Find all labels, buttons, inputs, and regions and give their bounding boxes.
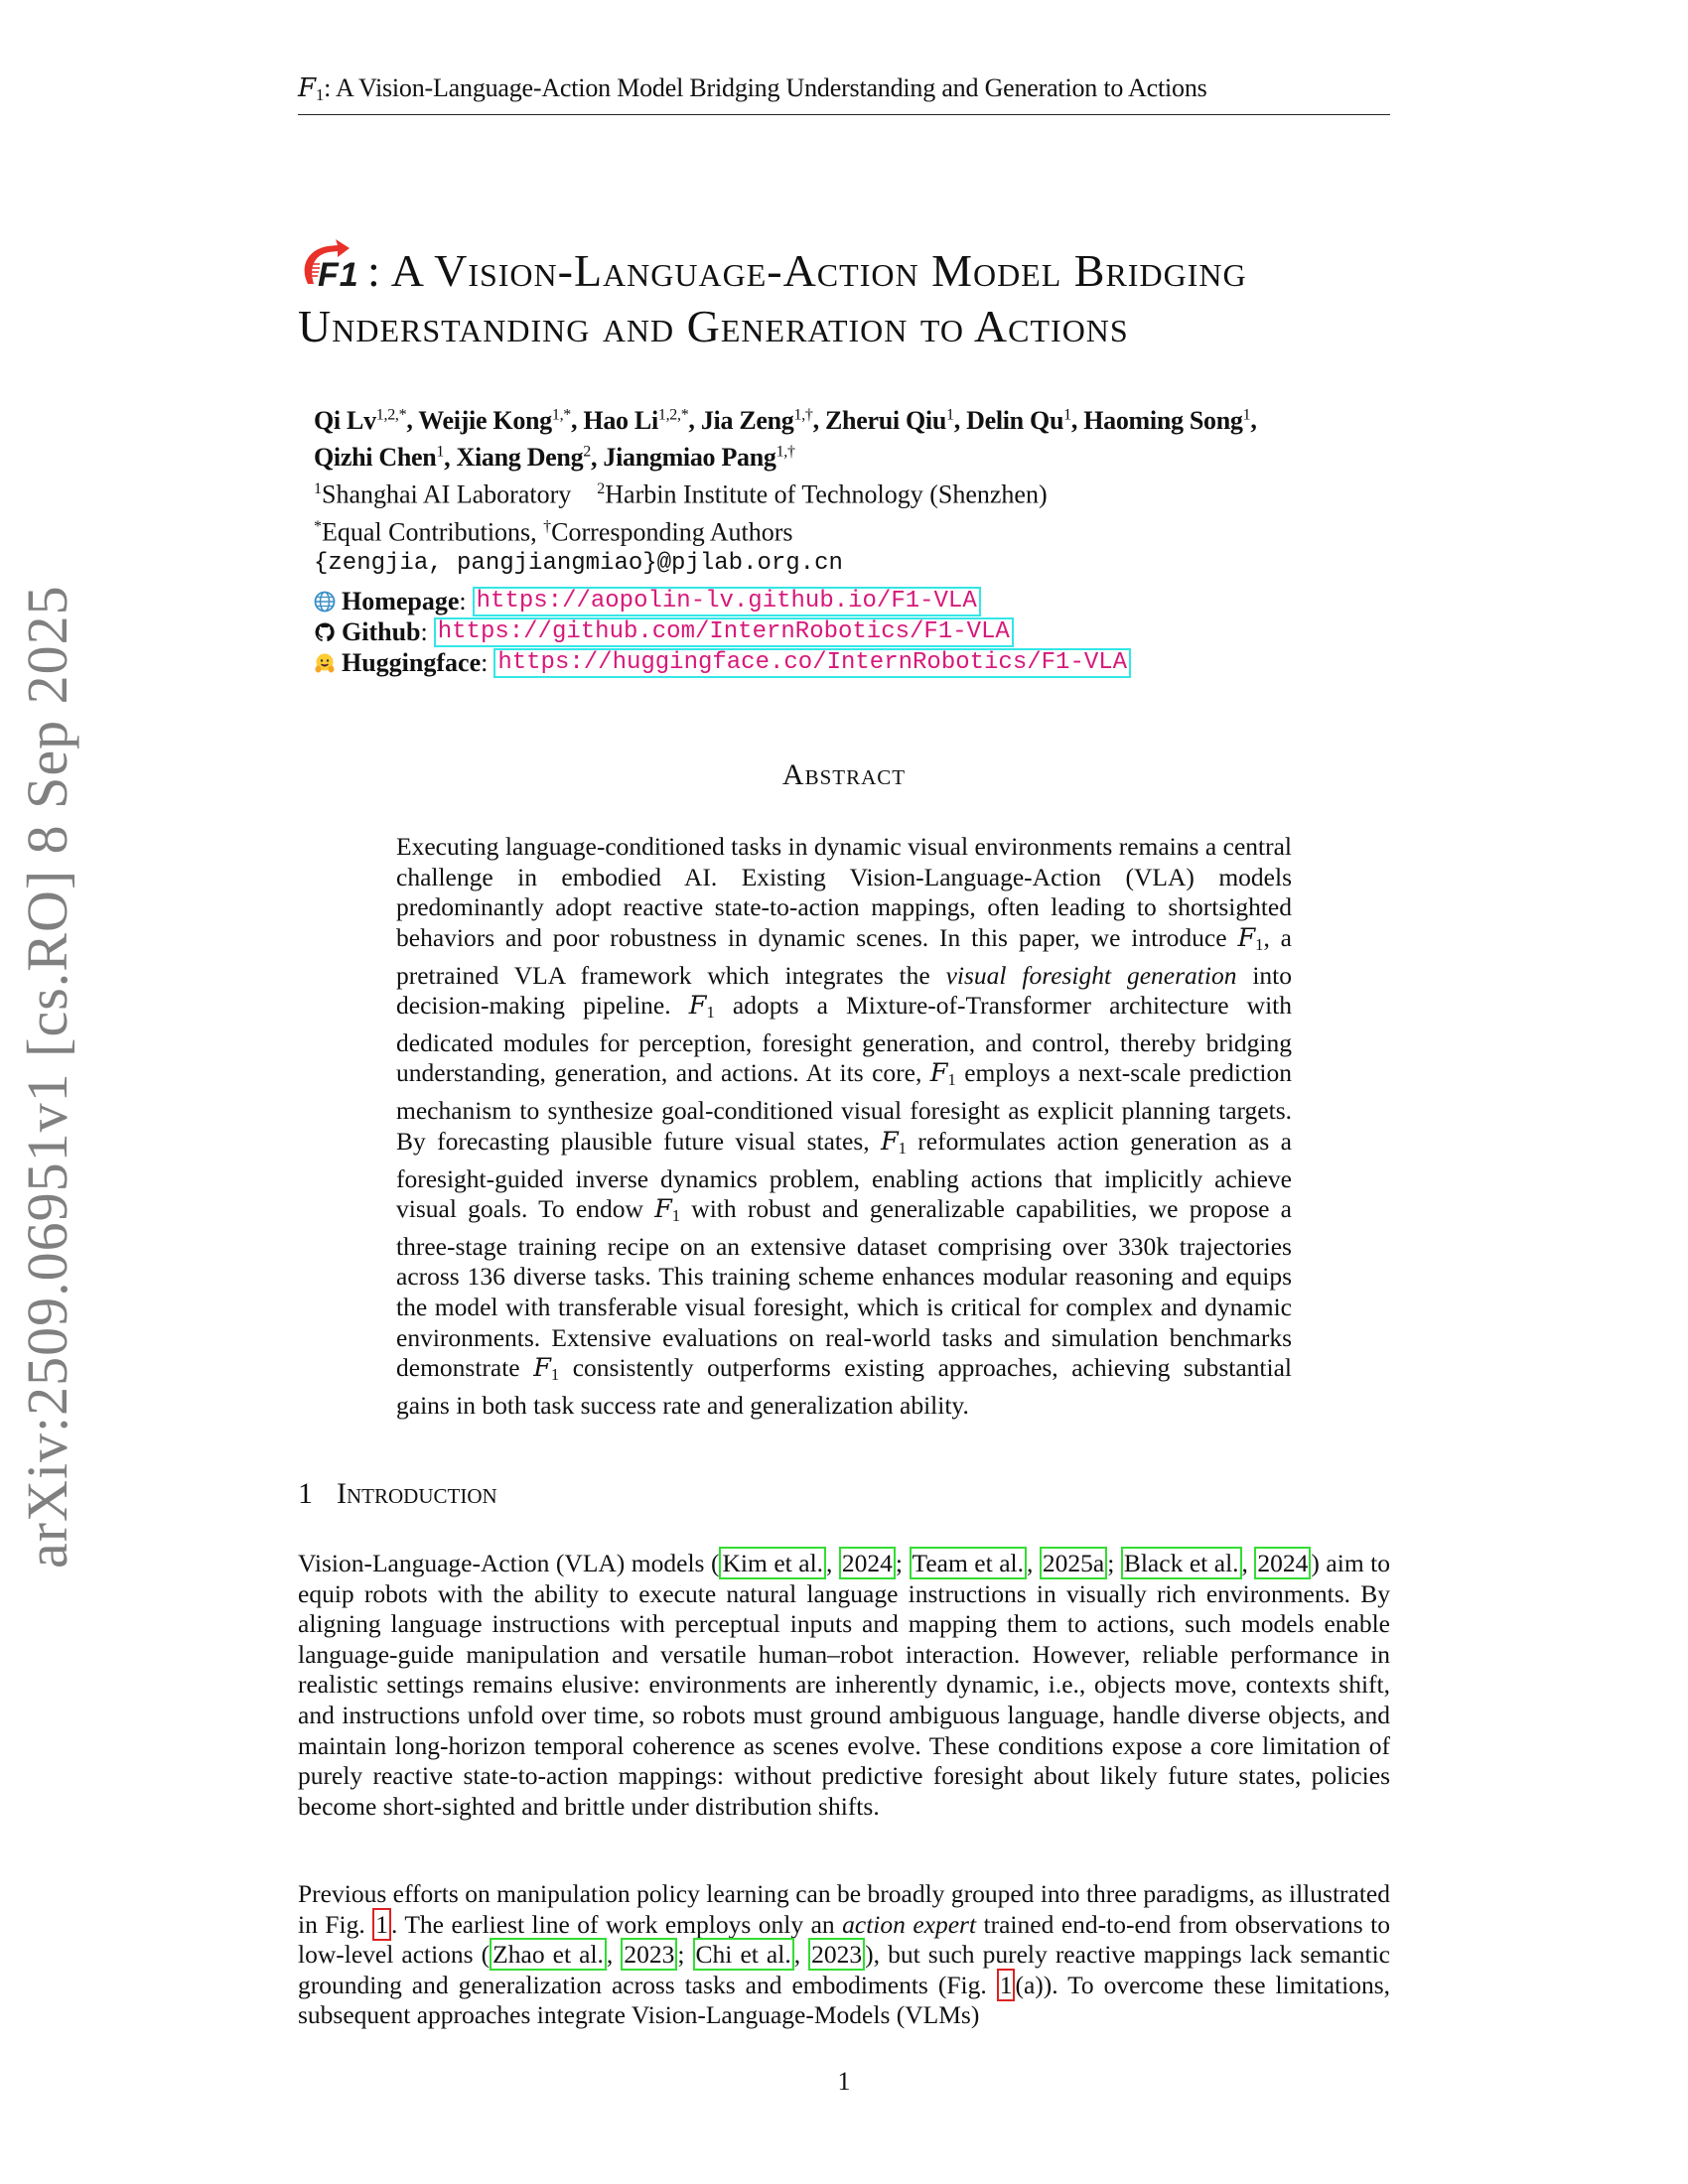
section-number: 1 bbox=[298, 1477, 313, 1510]
paper-title bbox=[298, 238, 1400, 354]
citation-year-link[interactable]: 2024 bbox=[1254, 1547, 1311, 1579]
citation-link[interactable]: Chi et al. bbox=[693, 1938, 794, 1971]
f1-symbol: F bbox=[654, 1194, 672, 1225]
contact-email: {zengjia, pangjiangmiao}@pjlab.org.cn bbox=[314, 550, 843, 578]
author: Haoming Song$^1$ bbox=[1083, 405, 1251, 435]
author: Zherui Qiu$^1$ bbox=[825, 405, 954, 435]
running-head: F1: A Vision-Language-Action Model Bridging Understanding and Generation to Actions bbox=[298, 71, 1390, 115]
author: Jiangmiao Pang$^{1,\dagger}$ bbox=[603, 443, 795, 473]
author-list: Qi $Lv^{1,2,*}$, Weijie Kong$^{1,*}$, Hao $Li^{1,2,*}$, Jia Zeng$^{1,\dagger}$, Zherui Qiu$^1$, Delin Qu$^1$, Haoming Song$^1$, Qizhi Chen$^1$, Xiang Deng$^2$, Jiangmiao Pang$^{1,\dagger}$ bbox=[314, 405, 1257, 473]
huggingface-link-row: Huggingface : https://huggingface.co/InternRobotics/F1-VLA bbox=[314, 647, 1416, 678]
citation-year-link[interactable]: 2023 bbox=[808, 1938, 865, 1971]
section-heading-introduction bbox=[298, 1477, 497, 1511]
huggingface-label: Huggingface bbox=[342, 648, 482, 677]
f1-symbol: F bbox=[533, 1353, 551, 1384]
contribution-note: *Equal Contributions, †Corresponding Authors bbox=[314, 517, 793, 547]
citation-link[interactable]: Zhao et al. bbox=[490, 1938, 607, 1971]
intro-paragraph-1: Vision-Language-Action (VLA) models ( Kim et al. , 2024 ; Team et al. , 2025a ; Black et al. , 2024 ) aim to equip robots with the ability to execute natural language instructions in visually rich environments. By aligning language instructions with perceptual inputs and mapping them to actions, such models enable language-guide manipulation and versatile human–robot interaction. However, reliable performance in realistic settings remains elusive: environments are inherently dynamic, i.e., objects move, contexts shift, and instructions unfold over time, so robots must ground ambiguous language, handle diverse objects, and maintain long-horizon temporal coherence as scenes evolve. These conditions expose a core limitation of purely reactive state-to-action mappings: without predictive foresight about likely future states, policies become short-sighted and brittle under distribution shifts. bbox=[298, 1549, 1391, 1821]
homepage-label: Homepage bbox=[342, 587, 460, 615]
homepage-link-row: Homepage : https://aopolin-lv.github.io/F1-VLA bbox=[314, 586, 1416, 616]
author: Jia Zeng$^{1,\dagger}$ bbox=[700, 405, 813, 435]
project-links bbox=[314, 586, 1416, 678]
globe-icon bbox=[314, 591, 336, 613]
f1-symbol: F bbox=[1237, 922, 1256, 953]
f1-symbol: F bbox=[929, 1058, 948, 1089]
huggingface-icon bbox=[314, 652, 336, 674]
author: Qi $Lv^{1,2,*}$ bbox=[314, 405, 407, 435]
f1-symbol: F bbox=[688, 991, 707, 1022]
github-icon bbox=[314, 621, 336, 643]
github-label: Github bbox=[342, 617, 421, 646]
huggingface-link[interactable]: https://huggingface.co/InternRobotics/F1-VLA bbox=[493, 648, 1131, 678]
f1-logo-icon bbox=[298, 238, 365, 294]
author: Hao $Li^{1,2,*}$ bbox=[583, 405, 689, 435]
affiliation-line: $^1$Shanghai AI Laboratory $^2$Harbin Institute of Technology (Shenzhen) bbox=[314, 479, 1048, 509]
figure-ref-link[interactable]: 1 bbox=[997, 1969, 1016, 2001]
author: Qizhi Chen$^1$ bbox=[314, 443, 445, 473]
citation-link[interactable]: Kim et al. bbox=[719, 1547, 826, 1579]
affiliations bbox=[314, 474, 1416, 580]
abstract-heading: Abstract bbox=[781, 758, 907, 791]
homepage-link[interactable]: https://aopolin-lv.github.io/F1-VLA bbox=[473, 587, 981, 616]
intro-paragraph-2: Previous efforts on manipulation policy learning can be broadly grouped into three paradigms, as illustrated in Fig. 1 . The earliest line of work employs only an action expert trained end-to-end from observations to low-level actions ( Zhao et al. , 2023 ; Chi et al. , 2023 ), but such purely reactive mappings lack semantic grounding and generalization across tasks and embodiments (Fig. 1 (a)). To overcome these limitations, subsequent approaches integrate Vision-Language-Models (VLMs) bbox=[298, 1879, 1390, 2030]
citation-link[interactable]: Black et al. bbox=[1121, 1547, 1242, 1579]
title-text: A Vision-Language-Action Model Bridging Understanding and Generation to Actions bbox=[298, 245, 1247, 351]
figure-ref-link[interactable]: 1 bbox=[372, 1908, 391, 1941]
github-link-row: Github : https://github.com/InternRobotics/F1-VLA bbox=[314, 616, 1416, 647]
abstract-body: Executing language-conditioned tasks in dynamic visual environments remains a central challenge in embodied AI. Existing Vision-Language-Action (VLA) models predominantly adopt reactive state-to-action mappings, often leading to shortsighted behaviors and poor robustness in dynamic scenes. In this paper, we introduce F1, a pretrained VLA framework which integrates the visual foresight generation into decision-making pipeline. F1 adopts a Mixture-of-Transformer architecture with dedicated modules for perception, foresight generation, and control, thereby bridging understanding, generation, and actions. At its core, F1 employs a next-scale prediction mechanism to synthesize goal-conditioned visual foresight as explicit planning targets. By forecasting plausible future visual states, F1 reformulates action generation as a foresight-guided inverse dynamics problem, enabling actions that implicitly achieve visual goals. To endow F1 with robust and generalizable capabilities, we propose a three-stage training recipe on an extensive dataset comprising over 330k trajectories across 136 diverse tasks. This training scheme enhances modular reasoning and equips the model with transferable visual foresight, which is critical for complex and dynamic environments. Extensive evaluations on real-world tasks and simulation benchmarks demonstrate F1 consistently outperforms existing approaches, achieving substantial gains in both task success rate and generalization ability. bbox=[396, 832, 1292, 1420]
citation-link[interactable]: Team et al. bbox=[910, 1547, 1027, 1579]
github-link[interactable]: https://github.com/InternRobotics/F1-VLA bbox=[434, 617, 1014, 647]
citation-year-link[interactable]: 2025a bbox=[1040, 1547, 1107, 1579]
arxiv-identifier-stamp: arXiv:2509.06951v1 [cs.RO] 8 Sep 2025 bbox=[15, 585, 79, 1569]
title-colon: : bbox=[367, 245, 381, 296]
section-title: Introduction bbox=[337, 1477, 497, 1510]
citation-year-link[interactable]: 2024 bbox=[839, 1547, 896, 1579]
citation-year-link[interactable]: 2023 bbox=[621, 1938, 677, 1971]
running-head-text: : A Vision-Language-Action Model Bridging Understanding and Generation to Actions bbox=[324, 73, 1207, 102]
author: Xiang Deng$^2$ bbox=[456, 443, 591, 473]
svg-text:F1: F1 bbox=[318, 256, 359, 294]
page-number: 1 bbox=[837, 2067, 851, 2096]
author: Weijie Kong$^{1,*}$ bbox=[418, 405, 571, 435]
author: Delin Qu$^1$ bbox=[966, 405, 1071, 435]
f1-symbol: F bbox=[298, 73, 316, 103]
f1-symbol: F bbox=[880, 1126, 899, 1157]
